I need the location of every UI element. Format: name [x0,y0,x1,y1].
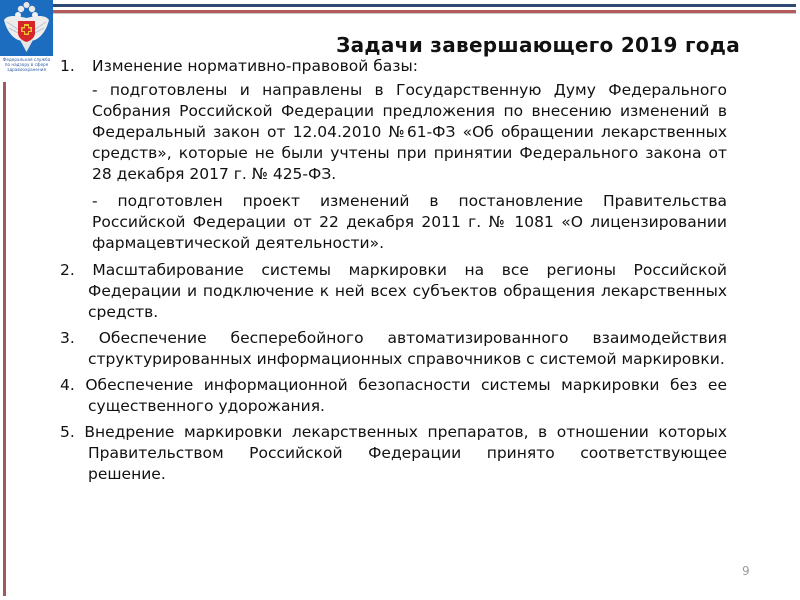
top-stripe-gray [53,13,796,14]
agency-logo [0,0,53,82]
left-accent-bar [3,82,6,596]
sub-item-licensing-resolution: - подготовлен проект изменений в постановление Правительства Российской Федерации от 22 декабря 2011 г. № 1081 «О лицензировании фармацевтической деятельности». [92,192,727,252]
slide-title: Задачи завершающего 2019 года [336,33,740,57]
double-headed-eagle-emblem-icon [0,0,53,56]
top-stripe-blue [53,4,796,7]
logo-caption: Федеральная служба по надзору в сфере здравоохранения [2,57,51,72]
slide-body [60,56,727,490]
list-item-4: 4. Обеспечение информационной безопасности системы маркировки без ее существенного удорожания. [60,376,727,415]
list-item-1 [60,56,727,254]
list-item-text: Изменение нормативно-правовой базы: [92,57,418,75]
list-item-2: 2. Масштабирование системы маркировки на все регионы Российской Федерации и подключение к ней всех субъектов обращения лекарственных средств. [60,261,727,321]
list-item-5: 5. Внедрение маркировки лекарственных препаратов, в отношении которых Правительством Российской Федерации принято соответствующее решение. [60,423,727,483]
list-item-3: 3. Обеспечение бесперебойного автоматизированного взаимодействия структурированных информационных справочников с системой маркировки. [60,329,727,368]
page-number: 9 [742,564,750,578]
list-item-number: 1. [60,57,75,75]
sub-item-law-amendments: - подготовлены и направлены в Государственную Думу Федерального Собрания Российской Федерации предложения по внесению изменений в Федеральный закон от 12.04.2010 №61-ФЗ «Об обращении лекарственных средств», которые не были учтены при принятии Федерального закона от 28 декабря 2017 г. № 425-ФЗ. [92,81,727,183]
